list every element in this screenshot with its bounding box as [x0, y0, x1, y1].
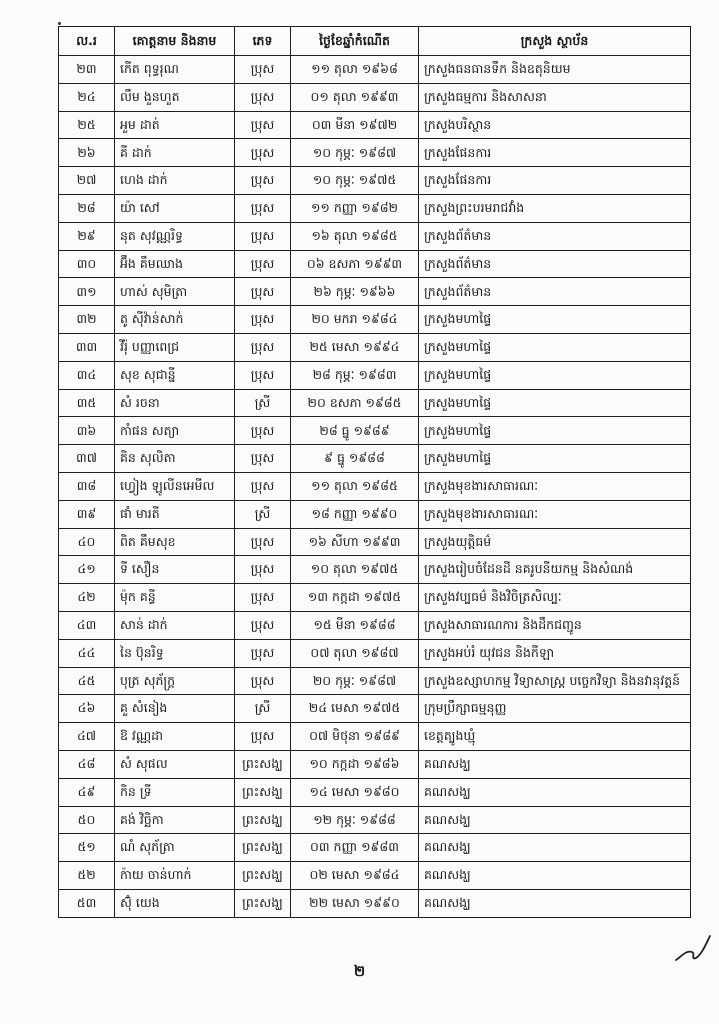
person-name: ម៉ុក គន្ធី [115, 584, 235, 612]
table-row [59, 333, 691, 361]
row-number: ៣៩ [59, 500, 115, 528]
institution-name: គណសង្ឃ [419, 889, 691, 917]
table-row [59, 723, 691, 751]
table-row [59, 222, 691, 250]
institution-name: ក្រសួងមហាផ្ទៃ [419, 389, 691, 417]
header-name: គោត្តនាម និងនាម [115, 27, 235, 56]
person-name: សំ រចនា [115, 389, 235, 417]
row-number: ២៧ [59, 167, 115, 195]
date-of-birth: ២៨ ធ្នូ ១៩៨៩ [291, 417, 419, 445]
row-number: ៤០ [59, 528, 115, 556]
person-name: នៃ ប៊ុនរិទ្ធ [115, 639, 235, 667]
date-of-birth: ០៧ តុលា ១៩៨៧ [291, 639, 419, 667]
row-number: ២៤ [59, 83, 115, 111]
person-name: ឱ វណ្ណដា [115, 723, 235, 751]
person-sex: ព្រះសង្ឃ [235, 806, 291, 834]
row-number: ៣៤ [59, 361, 115, 389]
person-name: គួ សំនៀង [115, 695, 235, 723]
person-sex: ព្រះសង្ឃ [235, 862, 291, 890]
person-name: កិន ទ្រី [115, 778, 235, 806]
institution-name: ក្រសួងមហាផ្ទៃ [419, 333, 691, 361]
institution-name: ក្រសួងព័ត៌មាន [419, 222, 691, 250]
person-sex: ប្រុស [235, 723, 291, 751]
person-sex: ប្រុស [235, 139, 291, 167]
row-number: ៣៧ [59, 445, 115, 473]
person-name: លឹម ងួនហួត [115, 83, 235, 111]
person-sex: ស្រី [235, 695, 291, 723]
date-of-birth: ៩ ធ្នូ ១៩៨៨ [291, 445, 419, 473]
personnel-table [58, 26, 691, 918]
institution-name: ក្រសួងមុខងារសាធារណៈ [419, 500, 691, 528]
row-number: ៤២ [59, 584, 115, 612]
person-name: ស៊ុំ យេង [115, 889, 235, 917]
person-sex: ប្រុស [235, 584, 291, 612]
row-number: ៤៨ [59, 750, 115, 778]
person-name: ពិត គឹមសុខ [115, 528, 235, 556]
row-number: ៣២ [59, 306, 115, 334]
person-name: អ៊ឹង គឹមឈាង [115, 250, 235, 278]
person-sex: ប្រុស [235, 667, 291, 695]
person-name: ហ្វៀង ឡូលីនអេមីល [115, 472, 235, 500]
person-sex: ប្រុស [235, 306, 291, 334]
row-number: ៤៤ [59, 639, 115, 667]
person-sex: ព្រះសង្ឃ [235, 778, 291, 806]
table-row [59, 584, 691, 612]
date-of-birth: ១១ តុលា ១៩៨៥ [291, 472, 419, 500]
row-number: ៤៩ [59, 778, 115, 806]
table-row [59, 250, 691, 278]
institution-name: ក្រសួងធនធានទឹក និងឧតុនិយម [419, 56, 691, 84]
table-row [59, 56, 691, 84]
table-row [59, 361, 691, 389]
person-name: សុខ សុជាន្នី [115, 361, 235, 389]
table-row [59, 278, 691, 306]
table-row [59, 500, 691, 528]
date-of-birth: ១២ កុម្ភៈ ១៩៨៨ [291, 806, 419, 834]
person-name: នុត សុវណ្ណរិទ្ធ [115, 222, 235, 250]
person-sex: ប្រុស [235, 611, 291, 639]
row-number: ៣៨ [59, 472, 115, 500]
date-of-birth: ០៣ កញ្ញា ១៩៨៣ [291, 834, 419, 862]
institution-name: ក្រសួងមុខងារសាធារណៈ [419, 472, 691, 500]
person-name: គង់ វិច្ឆិកា [115, 806, 235, 834]
table-row [59, 111, 691, 139]
table-row [59, 556, 691, 584]
date-of-birth: ១៤ មេសា ១៩៨០ [291, 778, 419, 806]
person-name: តូ ស៊ីវ៉ាន់សាក់ [115, 306, 235, 334]
table-row [59, 528, 691, 556]
person-sex: ប្រុស [235, 528, 291, 556]
date-of-birth: ១៥ មីនា ១៩៨៨ [291, 611, 419, 639]
row-number: ៥២ [59, 862, 115, 890]
row-number: ២៥ [59, 111, 115, 139]
person-name: យ៉ា សៅ [115, 194, 235, 222]
ink-dot [58, 22, 61, 25]
person-name: ក៉ាយ ចាន់ហាក់ [115, 862, 235, 890]
row-number: ២៣ [59, 56, 115, 84]
date-of-birth: ២០ ឧសភា ១៩៨៥ [291, 389, 419, 417]
table-row [59, 834, 691, 862]
table-row [59, 417, 691, 445]
table-row [59, 695, 691, 723]
person-sex: ស្រី [235, 500, 291, 528]
date-of-birth: ១១ តុលា ១៩៦៨ [291, 56, 419, 84]
header-sex: ភេទ [235, 27, 291, 56]
institution-name: ក្រសួងព្រះបរមរាជវាំង [419, 194, 691, 222]
date-of-birth: ០២ មេសា ១៩៨៤ [291, 862, 419, 890]
table-header-row [59, 27, 691, 56]
person-sex: ព្រះសង្ឃ [235, 889, 291, 917]
table-body [59, 56, 691, 918]
row-number: ៤៧ [59, 723, 115, 751]
person-sex: ប្រុស [235, 278, 291, 306]
institution-name: ក្រសួងផែនការ [419, 139, 691, 167]
date-of-birth: ១០ តុលា ១៩៧៥ [291, 556, 419, 584]
table-row [59, 667, 691, 695]
institution-name: គណសង្ឃ [419, 750, 691, 778]
person-sex: ប្រុស [235, 56, 291, 84]
person-name: កើត ពុទ្ធរុណ [115, 56, 235, 84]
person-name: អួម ដាត់ [115, 111, 235, 139]
table-row [59, 167, 691, 195]
date-of-birth: ១០ កុម្ភៈ ១៩៧៥ [291, 167, 419, 195]
institution-name: ក្រសួងព័ត៌មាន [419, 250, 691, 278]
date-of-birth: ២៤ មេសា ១៩៧៥ [291, 695, 419, 723]
table-row [59, 611, 691, 639]
institution-name: ក្រសួងផែនការ [419, 167, 691, 195]
person-name: កាំផន សត្យា [115, 417, 235, 445]
institution-name: គណសង្ឃ [419, 834, 691, 862]
person-name: គិន សុលិតា [115, 445, 235, 473]
date-of-birth: ១១ កញ្ញា ១៩៨២ [291, 194, 419, 222]
date-of-birth: ២៨ កុម្ភៈ ១៩៨៣ [291, 361, 419, 389]
table-row [59, 750, 691, 778]
table-row [59, 306, 691, 334]
table-row [59, 778, 691, 806]
person-sex: ប្រុស [235, 361, 291, 389]
institution-name: ក្រសួងព័ត៌មាន [419, 278, 691, 306]
institution-name: គណសង្ឃ [419, 862, 691, 890]
row-number: ៥៣ [59, 889, 115, 917]
institution-name: គណសង្ឃ [419, 806, 691, 834]
person-name: គី ដាក់ [115, 139, 235, 167]
institution-name: ក្រសួងធម្មការ និងសាសនា [419, 83, 691, 111]
table-row [59, 806, 691, 834]
person-sex: ប្រុស [235, 250, 291, 278]
institution-name: គណសង្ឃ [419, 778, 691, 806]
table-row [59, 139, 691, 167]
header-institution: ក្រសួង ស្ថាប័ន [419, 27, 691, 56]
date-of-birth: ២២ មេសា ១៩៩០ [291, 889, 419, 917]
date-of-birth: ១៣ កក្កដា ១៩៧៥ [291, 584, 419, 612]
page-number: ២ [353, 962, 366, 980]
person-sex: ប្រុស [235, 639, 291, 667]
person-name: បុត្រ សុភ័ក្ត្រ [115, 667, 235, 695]
signature-mark [672, 930, 712, 966]
row-number: ៣៦ [59, 417, 115, 445]
row-number: ២៨ [59, 194, 115, 222]
date-of-birth: ០១ តុលា ១៩៩៣ [291, 83, 419, 111]
row-number: ៥១ [59, 834, 115, 862]
row-number: ២៩ [59, 222, 115, 250]
person-name: ហាស់ សុមិត្រា [115, 278, 235, 306]
institution-name: ក្រសួងវប្បធម៌ និងវិចិត្រសិល្បៈ [419, 584, 691, 612]
date-of-birth: ១៦ សីហា ១៩៩៣ [291, 528, 419, 556]
person-name: ណំ សុភ័ត្រា [115, 834, 235, 862]
date-of-birth: ១៨ កញ្ញា ១៩៩០ [291, 500, 419, 528]
date-of-birth: ០៧ មិថុនា ១៩៨៩ [291, 723, 419, 751]
table-row [59, 639, 691, 667]
institution-name: ក្រសួងអប់រំ យុវជន និងកីឡា [419, 639, 691, 667]
institution-name: ក្រសួងបរិស្ថាន [419, 111, 691, 139]
row-number: ៣១ [59, 278, 115, 306]
row-number: ៤៣ [59, 611, 115, 639]
person-sex: ព្រះសង្ឃ [235, 834, 291, 862]
row-number: ៣៣ [59, 333, 115, 361]
date-of-birth: ១០ កក្កដា ១៩៨៦ [291, 750, 419, 778]
institution-name: ក្រសួងឧស្សាហកម្ម វិទ្យាសាស្ត្រ បច្ចេកវិទ្យា និងនវានុវត្តន៍ [419, 667, 691, 695]
institution-name: ក្រសួងយុត្តិធម៌ [419, 528, 691, 556]
header-number: ល.រ [59, 27, 115, 56]
date-of-birth: ១០ កុម្ភៈ ១៩៨៧ [291, 139, 419, 167]
row-number: ៣៥ [59, 389, 115, 417]
person-name: វីរ៉ុ បញ្ញាពេជ្រ [115, 333, 235, 361]
table-row [59, 389, 691, 417]
person-sex: ប្រុស [235, 194, 291, 222]
date-of-birth: ០៣ មីនា ១៩៧២ [291, 111, 419, 139]
table-row [59, 445, 691, 473]
table-row [59, 83, 691, 111]
row-number: ២៦ [59, 139, 115, 167]
person-sex: ប្រុស [235, 472, 291, 500]
row-number: ៥០ [59, 806, 115, 834]
table-row [59, 862, 691, 890]
person-name: ទី សឿន [115, 556, 235, 584]
header-date-of-birth: ថ្ងៃខែឆ្នាំកំណើត [291, 27, 419, 56]
person-sex: ប្រុស [235, 333, 291, 361]
institution-name: ក្រុមប្រឹក្សាធម្មនុញ្ញ [419, 695, 691, 723]
row-number: ៤១ [59, 556, 115, 584]
date-of-birth: ១៦ តុលា ១៩៨៥ [291, 222, 419, 250]
institution-name: ក្រសួងរៀបចំដែនដី នគរូបនីយកម្ម និងសំណង់ [419, 556, 691, 584]
person-sex: ប្រុស [235, 83, 291, 111]
institution-name: ក្រសួងមហាផ្ទៃ [419, 445, 691, 473]
date-of-birth: ២០ កុម្ភៈ ១៩៨៧ [291, 667, 419, 695]
date-of-birth: ០៦ ឧសភា ១៩៩៣ [291, 250, 419, 278]
person-sex: ប្រុស [235, 445, 291, 473]
table-row [59, 194, 691, 222]
person-sex: ស្រី [235, 389, 291, 417]
row-number: ៤៦ [59, 695, 115, 723]
person-sex: ប្រុស [235, 417, 291, 445]
institution-name: ក្រសួងមហាផ្ទៃ [419, 361, 691, 389]
person-name: ផាំ មារតី [115, 500, 235, 528]
institution-name: ខេត្តត្បូងឃ្មុំ [419, 723, 691, 751]
row-number: ៤៥ [59, 667, 115, 695]
institution-name: ក្រសួងមហាផ្ទៃ [419, 417, 691, 445]
person-name: ហេង ដាក់ [115, 167, 235, 195]
person-sex: ប្រុស [235, 556, 291, 584]
person-name: សាន់ ដាក់ [115, 611, 235, 639]
date-of-birth: ២៦ កុម្ភៈ ១៩៦៦ [291, 278, 419, 306]
date-of-birth: ២៥ មេសា ១៩៩៤ [291, 333, 419, 361]
person-sex: ប្រុស [235, 167, 291, 195]
row-number: ៣០ [59, 250, 115, 278]
institution-name: ក្រសួងមហាផ្ទៃ [419, 306, 691, 334]
table-row [59, 472, 691, 500]
date-of-birth: ២០ មករា ១៩៨៤ [291, 306, 419, 334]
institution-name: ក្រសួងសាធារណការ និងដឹកជញ្ជូន [419, 611, 691, 639]
person-sex: ព្រះសង្ឃ [235, 750, 291, 778]
person-name: សំ សុផល [115, 750, 235, 778]
person-sex: ប្រុស [235, 111, 291, 139]
table-row [59, 889, 691, 917]
person-sex: ប្រុស [235, 222, 291, 250]
